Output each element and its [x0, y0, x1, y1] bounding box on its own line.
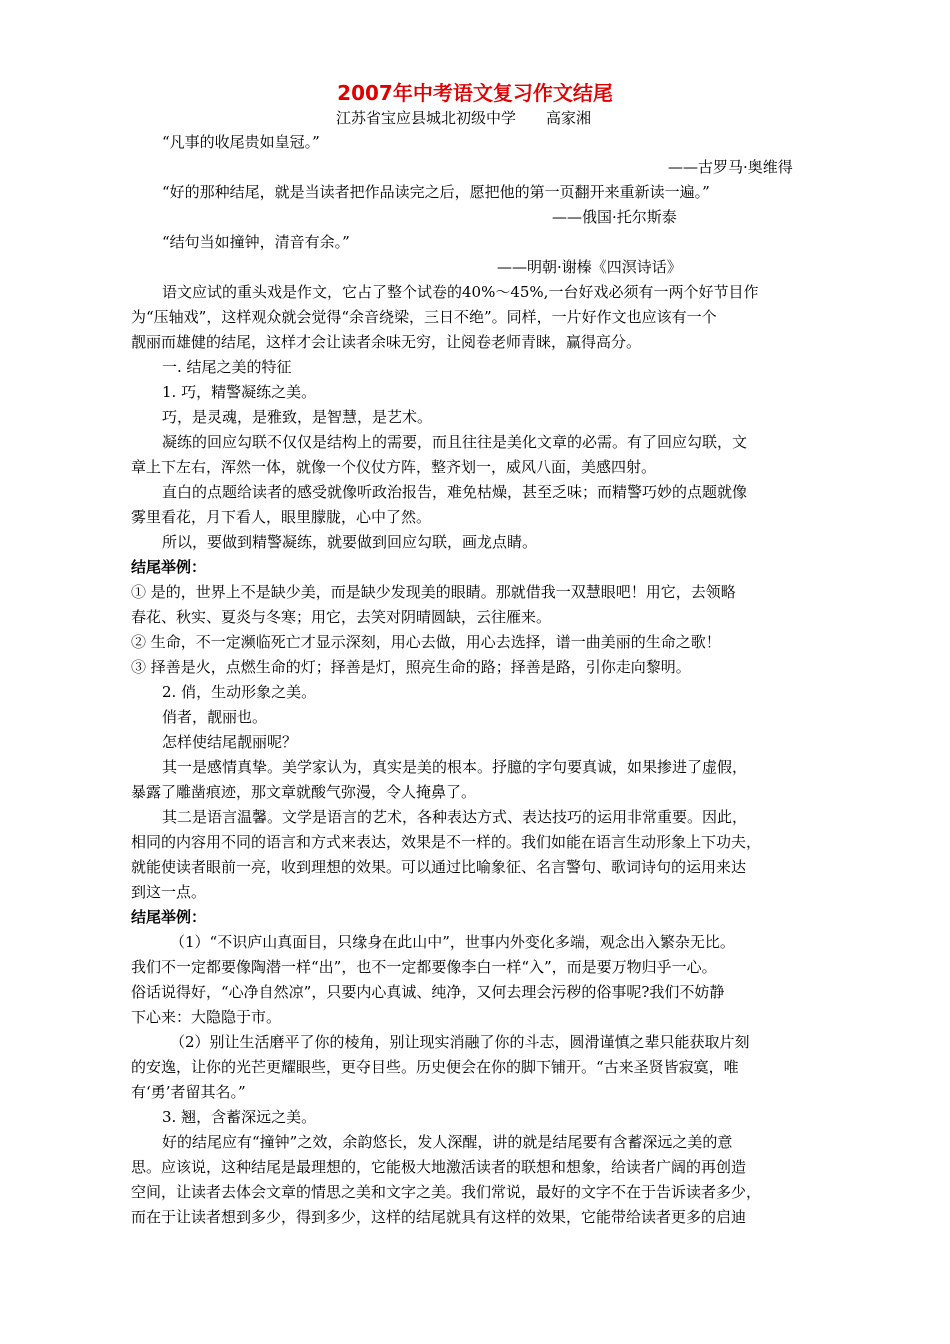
subsection-heading: 2. 俏，生动形象之美。 [162, 683, 317, 701]
example-line: ③ 择善是火，点燃生命的灯；择善是灯，照亮生命的路；择善是路，引你走向黎明。 [131, 658, 691, 676]
paragraph-line: 靓丽而雄健的结尾，这样才会让读者余味无穷，让阅卷老师青睐，赢得高分。 [131, 333, 642, 351]
example-line: 我们不一定都要像陶潜一样“出”，也不一定都要像李白一样“入”，而是要万物归乎一心。 [131, 958, 717, 976]
paragraph-line: 俏者，靓丽也。 [162, 708, 268, 726]
byline: 江苏省宝应县城北初级中学 高家湘 [336, 109, 592, 127]
example-heading: 结尾举例： [131, 908, 207, 926]
example-line: ① 是的，世界上不是缺少美，而是缺少发现美的眼睛。那就借我一双慧眼吧！用它，去领略 [131, 583, 736, 601]
paragraph-line: 相同的内容用不同的语言和方式来表达，效果是不一样的。我们如能在语言生动形象上下功夫， [131, 833, 762, 851]
quote-source: ——古罗马·奥维得 [668, 158, 793, 176]
example-line: 俗话说得好，“心净自然凉”，只要内心真诚、纯净，又何去理会污秽的俗事呢?我们不妨静 [131, 983, 725, 1001]
paragraph-line: 其二是语言温馨。文学是语言的艺术，各种表达方式、表达技巧的运用非常重要。因此， [162, 808, 748, 826]
paragraph-line: 空间，让读者去体会文章的情思之美和文字之美。我们常说，最好的文字不在于告诉读者多少， [131, 1183, 762, 1201]
example-line: （1）“不识庐山真面目，只缘身在此山中”，世事内外变化多端，观念出入繁杂无比。 [170, 933, 735, 951]
quote-text: “结句当如撞钟，清音有余。” [162, 233, 350, 251]
paragraph-line: 好的结尾应有“撞钟”之效，余韵悠长，发人深醒，讲的就是结尾要有含蓄深远之美的意 [162, 1133, 733, 1151]
paragraph-line: 巧，是灵魂，是雅致，是智慧，是艺术。 [162, 408, 433, 426]
example-line: 有‘勇’者留其名。” [131, 1083, 246, 1101]
paragraph-line: 为“压轴戏”，这样观众就会觉得“余音绕梁，三日不绝”。同样，一片好作文也应该有一个 [131, 308, 717, 326]
subsection-heading: 1. 巧，精警凝练之美。 [162, 383, 317, 401]
example-line: 的安逸，让你的光芒更耀眼些，更夺目些。历史便会在你的脚下铺开。“古来圣贤皆寂寞，唯 [131, 1058, 739, 1076]
paragraph-line: 到这一点。 [131, 883, 207, 901]
example-heading: 结尾举例： [131, 558, 207, 576]
example-line: 春花、秋实、夏炎与冬寒；用它，去笑对阴晴圆缺，云往雁来。 [131, 608, 552, 626]
example-line: ② 生命，不一定濒临死亡才显示深刻，用心去做，用心去选择，谱一曲美丽的生命之歌！ [131, 633, 721, 651]
paragraph-line: 所以，要做到精警凝练，就要做到回应勾联，画龙点睛。 [162, 533, 538, 551]
paragraph-line: 直白的点题给读者的感受就像听政治报告，难免枯燥，甚至乏味；而精警巧妙的点题就像 [162, 483, 748, 501]
paragraph-line: 凝练的回应勾联不仅仅是结构上的需要，而且往往是美化文章的必需。有了回应勾联，文 [162, 433, 748, 451]
paragraph-line: 思。应该说，这种结尾是最理想的，它能极大地激活读者的联想和想象，给读者广阔的再创造 [131, 1158, 747, 1176]
paragraph-line: 就能使读者眼前一亮，收到理想的效果。可以通过比喻象征、名言警句、歌词诗句的运用来达 [131, 858, 747, 876]
quote-text: “好的那种结尾，就是当读者把作品读完之后，愿把他的第一页翻开来重新读一遍。” [162, 183, 710, 201]
paragraph-line: 暴露了雕凿痕迹，那文章就酸气弥漫，令人掩鼻了。 [131, 783, 477, 801]
subsection-heading: 3. 翘，含蓄深远之美。 [162, 1108, 317, 1126]
section-heading: 一. 结尾之美的特征 [162, 358, 292, 376]
example-line: （2）别让生活磨平了你的棱角，别让现实消融了你的斗志，圆滑谨慎之辈只能获取片刻 [170, 1033, 750, 1051]
paragraph-line: 语文应试的重头戏是作文，它占了整个试卷的40%～45%,一台好戏必须有一两个好节目作 [162, 283, 759, 301]
quote-source: ——明朝·谢榛《四溟诗话》 [497, 258, 682, 276]
quote-text: “凡事的收尾贵如皇冠。” [162, 133, 320, 151]
paragraph-line: 章上下左右，浑然一体，就像一个仪仗方阵，整齐划一，威风八面，美感四射。 [131, 458, 657, 476]
example-line: 下心来：大隐隐于市。 [131, 1008, 282, 1026]
page-title: 2007年中考语文复习作文结尾 [337, 81, 613, 105]
paragraph-line: 怎样使结尾靓丽呢？ [162, 733, 298, 751]
quote-source: ——俄国·托尔斯泰 [552, 208, 677, 226]
paragraph-line: 其一是感情真挚。美学家认为，真实是美的根本。抒臆的字句要真诚，如果掺进了虚假， [162, 758, 748, 776]
paragraph-line: 而在于让读者想到多少，得到多少，这样的结尾就具有这样的效果，它能带给读者更多的启迪 [131, 1208, 747, 1226]
paragraph-line: 雾里看花，月下看人，眼里朦胧，心中了然。 [131, 508, 432, 526]
